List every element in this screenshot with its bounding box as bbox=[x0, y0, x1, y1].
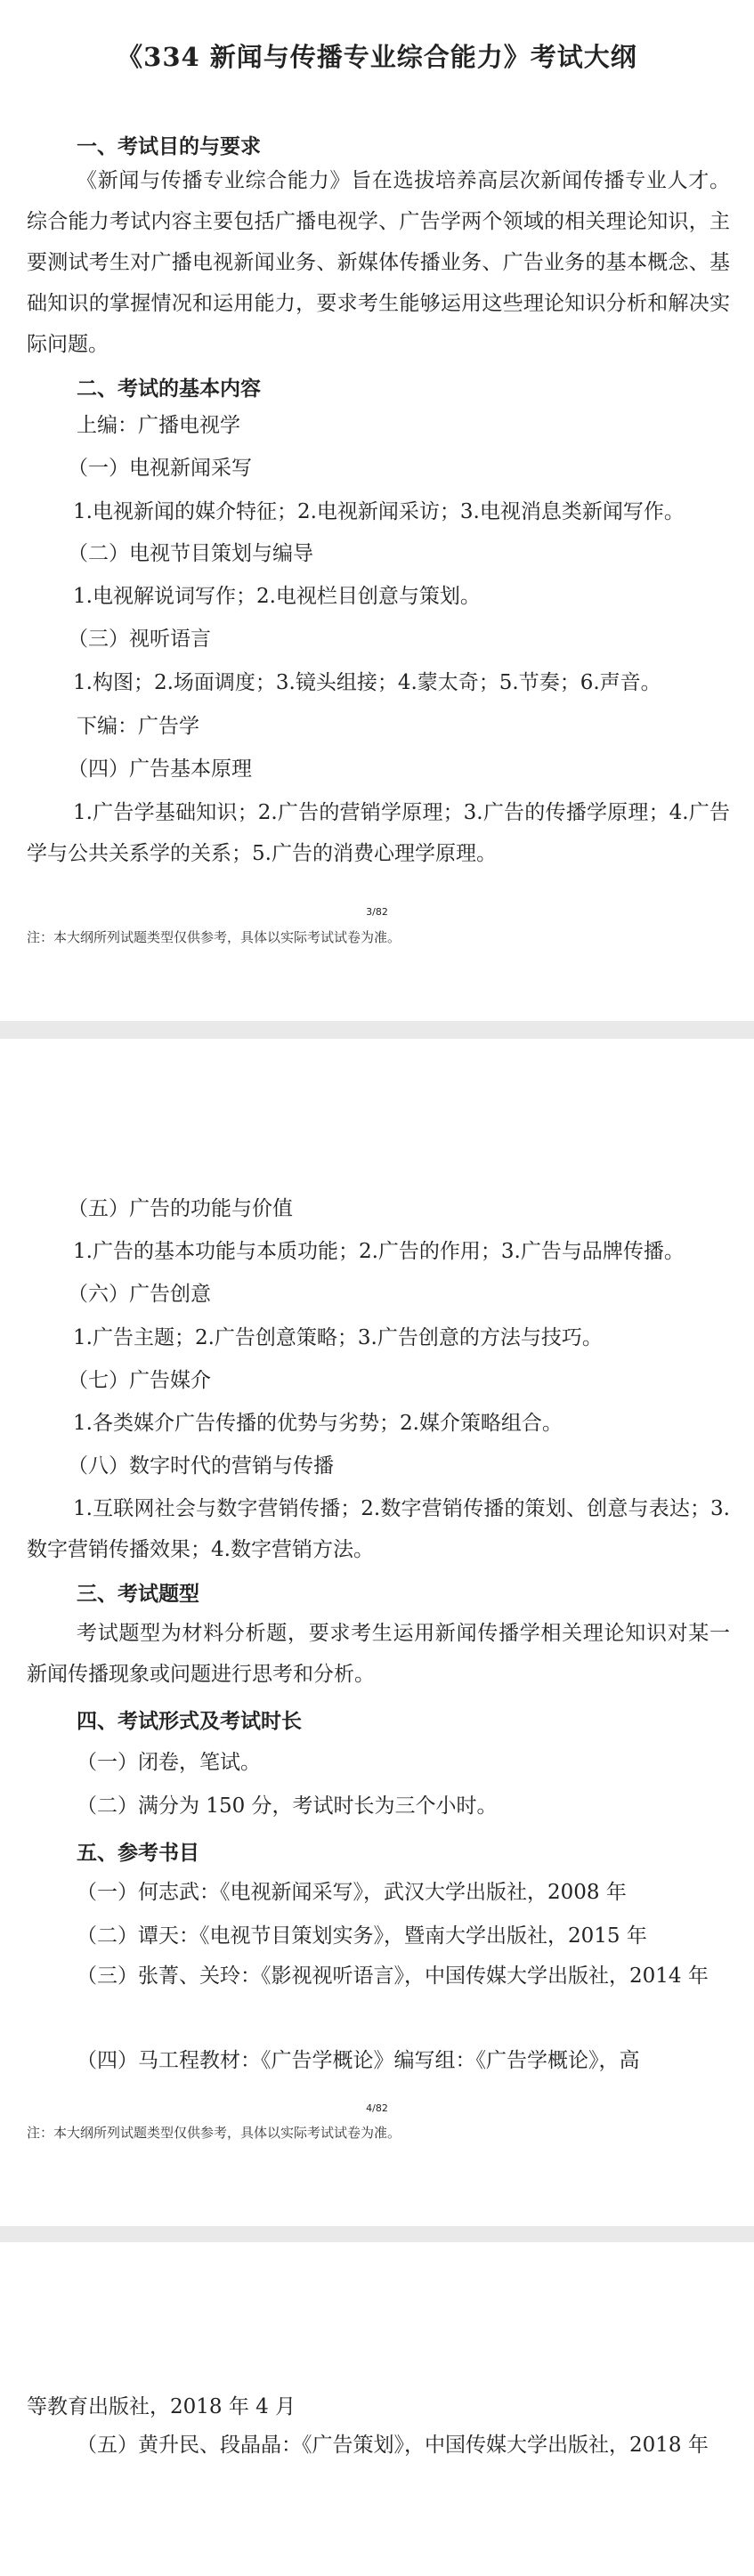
part-a-label: 上编：广播电视学 bbox=[77, 414, 240, 437]
reference-5 bbox=[27, 2425, 730, 2466]
subsection-4-items-text: 1.广告学基础知识；2.广告的营销学原理；3.广告的传播学原理；4.广告学与公共关系学的关系；5.广告的消费心理学原理。 bbox=[27, 801, 730, 865]
page-separator bbox=[0, 1021, 754, 1039]
subsection-4-items bbox=[27, 792, 730, 874]
page-number: 4/82 bbox=[366, 2102, 388, 2114]
reference-4: （四）马工程教材：《广告学概论》编写组：《广告学概论》，高 bbox=[77, 2049, 640, 2072]
reference-3-text: （三）张菁、关玲：《影视视听语言》，中国传媒大学出版社，2014 年 bbox=[77, 1964, 709, 1988]
section-heading-references: 五、参考书目 bbox=[77, 1842, 199, 1865]
subsection-5: （五）广告的功能与价值 bbox=[68, 1197, 293, 1220]
page-separator bbox=[0, 2226, 754, 2242]
reference-2: （二）谭天：《电视节目策划实务》，暨南大学出版社，2015 年 bbox=[77, 1924, 647, 1948]
subsection-8-items-text: 1.互联网社会与数字营销传播；2.数字营销传播的策划、创意与表达；3.数字营销传播效果；4.数字营销方法。 bbox=[27, 1497, 730, 1561]
page-number: 3/82 bbox=[366, 906, 388, 918]
subsection-7: （七）广告媒介 bbox=[68, 1369, 211, 1392]
section-heading-exam-format: 四、考试形式及考试时长 bbox=[77, 1710, 302, 1733]
subsection-4: （四）广告基本原理 bbox=[68, 757, 252, 781]
subsection-2-items: 1.电视解说词写作；2.电视栏目创意与策划。 bbox=[73, 585, 481, 608]
paragraph-purpose-text: 《新闻与传播专业综合能力》旨在选拔培养高层次新闻传播专业人才。综合能力考试内容主要包括广播电视学、广告学两个领域的相关理论知识，主要测试考生对广播电视新闻业务、新媒体传播业务、广告业务的基本概念、基础知识的掌握情况和运用能力，要求考生能够运用这些理论知识分析和解决实际问题。 bbox=[27, 169, 730, 356]
subsection-6: （六）广告创意 bbox=[68, 1283, 211, 1306]
subsection-3: （三）视听语言 bbox=[68, 628, 211, 651]
exam-format-item-2: （二）满分为 150 分，考试时长为三个小时。 bbox=[77, 1794, 498, 1818]
document-title: 《334 新闻与传播专业综合能力》考试大纲 bbox=[117, 42, 637, 72]
section-heading-purpose: 一、考试目的与要求 bbox=[77, 135, 261, 158]
part-b-label: 下编：广告学 bbox=[77, 715, 199, 738]
subsection-8-items bbox=[27, 1488, 730, 1570]
subsection-6-items: 1.广告主题；2.广告创意策略；3.广告创意的方法与技巧。 bbox=[73, 1326, 603, 1349]
document-page-1 bbox=[0, 0, 754, 1021]
subsection-8: （八）数字时代的营销与传播 bbox=[68, 1454, 334, 1478]
document-page-3 bbox=[0, 2242, 754, 2576]
subsection-2: （二）电视节目策划与编导 bbox=[68, 542, 313, 565]
reference-1: （一）何志武：《电视新闻采写》，武汉大学出版社，2008 年 bbox=[77, 1881, 627, 1904]
footer-note: 注：本大纲所列试题类型仅供参考，具体以实际考试试卷为准。 bbox=[27, 2125, 401, 2141]
section-heading-question-type: 三、考试题型 bbox=[77, 1583, 199, 1606]
subsection-3-items: 1.构图；2.场面调度；3.镜头组接；4.蒙太奇；5.节奏；6.声音。 bbox=[73, 671, 661, 694]
reference-4-continued: 等教育出版社，2018 年 4 月 bbox=[27, 2395, 296, 2418]
subsection-5-items: 1.广告的基本功能与本质功能；2.广告的作用；3.广告与品牌传播。 bbox=[73, 1240, 685, 1263]
subsection-1-items: 1.电视新闻的媒介特征；2.电视新闻采访；3.电视消息类新闻写作。 bbox=[73, 500, 685, 523]
footer-note: 注：本大纲所列试题类型仅供参考，具体以实际考试试卷为准。 bbox=[27, 929, 401, 945]
exam-format-item-1: （一）闭卷，笔试。 bbox=[77, 1751, 261, 1774]
section-heading-content: 二、考试的基本内容 bbox=[77, 377, 261, 401]
document-page-2 bbox=[0, 1039, 754, 2226]
paragraph-question-type-text: 考试题型为材料分析题，要求考生运用新闻传播学相关理论知识对某一新闻传播现象或问题进行思考和分析。 bbox=[27, 1622, 730, 1686]
reference-3 bbox=[27, 1956, 730, 1997]
reference-5-text: （五）黄升民、段晶晶：《广告策划》，中国传媒大学出版社，2018 年 bbox=[77, 2434, 709, 2457]
paragraph-purpose bbox=[27, 160, 730, 365]
subsection-7-items: 1.各类媒介广告传播的优势与劣势；2.媒介策略组合。 bbox=[73, 1412, 563, 1435]
subsection-1: （一）电视新闻采写 bbox=[68, 457, 252, 480]
paragraph-question-type bbox=[27, 1613, 730, 1695]
